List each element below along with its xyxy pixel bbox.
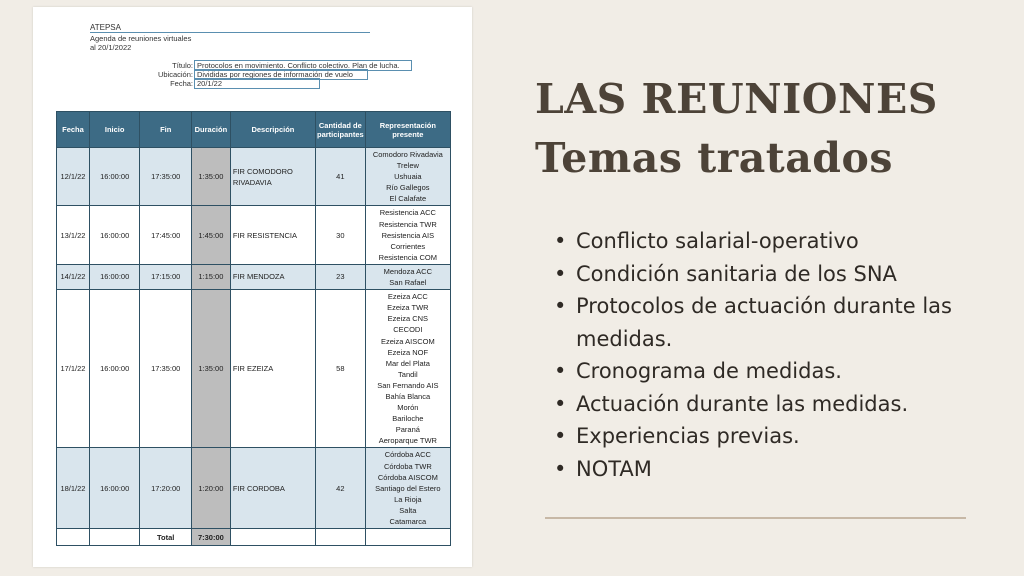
representation-item: Salta <box>399 505 417 515</box>
title-line-2: Temas tratados <box>535 134 893 182</box>
cell-fecha: 12/1/22 <box>57 148 90 206</box>
representation-item: Río Gallegos <box>386 183 430 193</box>
decorative-rule <box>545 517 966 519</box>
representation-item: Ezeiza TWR <box>387 303 429 313</box>
representation-item: Ezeiza NOF <box>387 347 429 357</box>
representation-item: Resistencia ACC <box>379 208 436 218</box>
representation-item: La Rioja <box>394 494 422 504</box>
cell-inicio: 16:00:00 <box>89 290 140 448</box>
topic-item: • Condición sanitaria de los SNA <box>552 258 972 291</box>
table-header-row <box>57 112 451 148</box>
topics-list <box>552 225 972 485</box>
meta-title-value: Protocolos en movimiento. Conflicto colectivo. Plan de lucha. <box>194 60 412 71</box>
meta-title-label: Título: <box>172 61 193 70</box>
representation-item: Paraná <box>395 425 420 435</box>
meta-location-value: Divididas por regiones de información de vuelo <box>194 69 368 80</box>
cell-duracion: 1:15:00 <box>191 264 230 289</box>
cell-descripcion: FIR EZEIZA <box>230 290 315 448</box>
representation-item: Corrientes <box>390 241 426 251</box>
cell-empty <box>365 529 450 546</box>
cell-fin: 17:35:00 <box>140 148 192 206</box>
cell-inicio: 16:00:00 <box>89 448 140 529</box>
cell-cantidad: 58 <box>316 290 366 448</box>
table-total-row <box>57 529 451 546</box>
agenda-table <box>56 111 451 546</box>
cell-fin: 17:15:00 <box>140 264 192 289</box>
representation-item: San Fernando AIS <box>377 380 439 390</box>
topic-item: • Actuación durante las medidas. <box>552 388 972 421</box>
cell-fecha: 17/1/22 <box>57 290 90 448</box>
cell-descripcion: FIR RESISTENCIA <box>230 206 315 264</box>
representation-item: Mendoza ACC <box>383 266 433 276</box>
cell-cantidad: 23 <box>316 264 366 289</box>
header-descripcion: Descripción <box>230 112 315 148</box>
topic-item: • NOTAM <box>552 453 972 486</box>
cell-fin: 17:45:00 <box>140 206 192 264</box>
representation-item: El Calafate <box>389 194 427 204</box>
meta-date-label: Fecha: <box>170 79 193 88</box>
cell-cantidad: 41 <box>316 148 366 206</box>
org-underline <box>90 32 370 33</box>
cell-cantidad: 42 <box>316 448 366 529</box>
representation-item: Trelew <box>396 161 419 171</box>
title-line-1: LAS REUNIONES <box>535 75 938 123</box>
cell-fecha: 18/1/22 <box>57 448 90 529</box>
subtitle-line-2: al 20/1/2022 <box>90 43 132 52</box>
representation-item: Bariloche <box>392 414 424 424</box>
table-row <box>57 206 451 264</box>
representation-item: Comodoro Rivadavia <box>372 150 443 159</box>
cell-representacion <box>365 206 450 264</box>
header-representacion: Representación presente <box>365 112 450 148</box>
cell-inicio: 16:00:00 <box>89 206 140 264</box>
table-row <box>57 448 451 529</box>
representation-item: Santiago del Estero <box>375 483 441 493</box>
cell-representacion <box>365 448 450 529</box>
header-cantidad: Cantidad de participantes <box>316 112 366 148</box>
representation-item: Córdoba AISCOM <box>377 472 438 482</box>
cell-fecha: 14/1/22 <box>57 264 90 289</box>
cell-fecha: 13/1/22 <box>57 206 90 264</box>
representation-item: San Rafael <box>389 278 427 288</box>
subtitle-line-1: Agenda de reuniones virtuales <box>90 34 192 43</box>
representation-item: Ushuaia <box>394 172 422 182</box>
cell-empty <box>230 529 315 546</box>
topic-item: • Experiencias previas. <box>552 420 972 453</box>
topic-item: • Conflicto salarial-operativo <box>552 225 972 258</box>
topic-item: • Protocolos de actuación durante las medidas. <box>552 290 972 355</box>
table-row <box>57 264 451 289</box>
topic-item: • Cronograma de medidas. <box>552 355 972 388</box>
cell-inicio: 16:00:00 <box>89 264 140 289</box>
cell-descripcion: FIR CORDOBA <box>230 448 315 529</box>
total-duration: 7:30:00 <box>191 529 230 546</box>
agenda-document <box>33 7 472 567</box>
representation-item: Mar del Plata <box>385 358 430 368</box>
total-label: Total <box>140 529 192 546</box>
cell-representacion <box>365 290 450 448</box>
document-subtitle <box>90 34 191 52</box>
cell-inicio: 16:00:00 <box>89 148 140 206</box>
cell-duracion: 1:35:00 <box>191 290 230 448</box>
cell-descripcion: FIR MENDOZA <box>230 264 315 289</box>
cell-fin: 17:35:00 <box>140 290 192 448</box>
cell-duracion: 1:20:00 <box>191 448 230 529</box>
representation-item: Morón <box>397 403 419 413</box>
header-fin: Fin <box>140 112 192 148</box>
header-fecha: Fecha <box>57 112 90 148</box>
representation-item: Resistencia AIS <box>381 230 435 240</box>
representation-item: CECODI <box>393 325 423 335</box>
header-inicio: Inicio <box>89 112 140 148</box>
slide-title <box>535 70 938 188</box>
cell-duracion: 1:45:00 <box>191 206 230 264</box>
meta-date-value: 20/1/22 <box>194 78 320 89</box>
representation-item: Ezeiza ACC <box>387 292 428 302</box>
representation-item: Resistencia COM <box>378 252 438 262</box>
representation-item: Ezeiza CNS <box>387 314 429 324</box>
cell-empty <box>316 529 366 546</box>
table-row <box>57 148 451 206</box>
representation-item: Ezeiza AISCOM <box>380 336 435 346</box>
cell-descripcion: FIR COMODORO RIVADAVIA <box>230 148 315 206</box>
representation-item: Bahía Blanca <box>385 391 431 401</box>
cell-representacion <box>365 148 450 206</box>
cell-cantidad: 30 <box>316 206 366 264</box>
cell-empty <box>57 529 90 546</box>
representation-item: Córdoba ACC <box>384 450 431 460</box>
cell-duracion: 1:35:00 <box>191 148 230 206</box>
table-row <box>57 290 451 448</box>
cell-representacion <box>365 264 450 289</box>
cell-fin: 17:20:00 <box>140 448 192 529</box>
representation-item: Tandil <box>398 369 418 379</box>
representation-item: Catamarca <box>389 517 427 526</box>
representation-item: Córdoba TWR <box>383 461 432 471</box>
header-duracion: Duración <box>191 112 230 148</box>
cell-empty <box>89 529 140 546</box>
org-name: ATEPSA <box>90 23 121 32</box>
representation-item: Aeroparque TWR <box>378 436 437 446</box>
meta-location-label: Ubicación: <box>157 70 193 79</box>
representation-item: Resistencia TWR <box>378 219 437 229</box>
